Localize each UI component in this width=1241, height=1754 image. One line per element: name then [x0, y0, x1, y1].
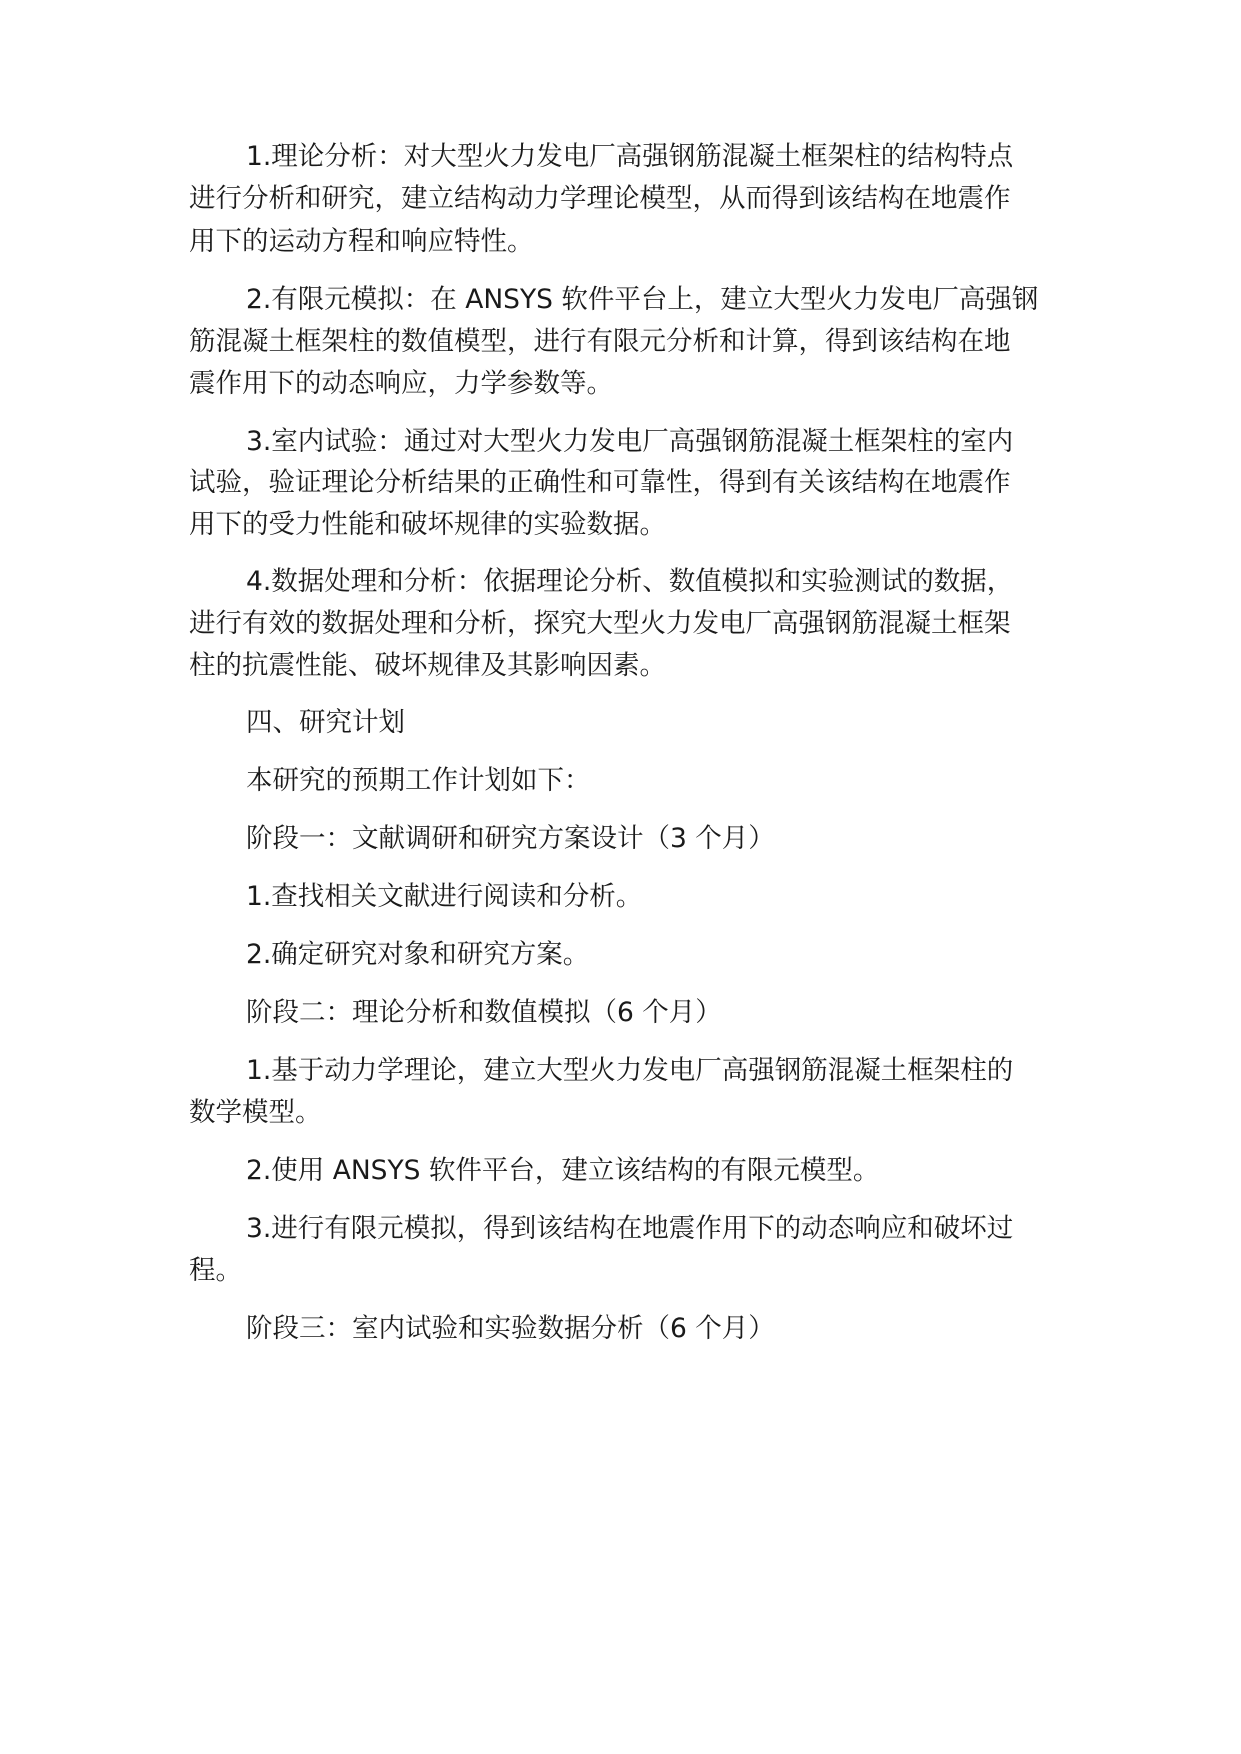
paragraph-lab-test-line-3: 用下的受力性能和破坏规律的实验数据。 — [189, 509, 666, 540]
stage-1-item-1: 1.查找相关文献进行阅读和分析。 — [246, 881, 643, 912]
paragraph-data-processing-line-1: 4.数据处理和分析：依据理论分析、数值模拟和实验测试的数据， — [246, 566, 1014, 597]
stage-2-item-3-line-1: 3.进行有限元模拟，得到该结构在地震作用下的动态响应和破坏过 — [246, 1213, 1014, 1244]
paragraph-lab-test-line-1: 3.室内试验：通过对大型火力发电厂高强钢筋混凝土框架柱的室内 — [246, 426, 1014, 457]
stage-2-item-1-line-2: 数学模型。 — [189, 1097, 322, 1128]
paragraph-fem-simulation-line-1: 2.有限元模拟：在 ANSYS 软件平台上，建立大型火力发电厂高强钢 — [246, 284, 1039, 315]
paragraph-theory-analysis-line-3: 用下的运动方程和响应特性。 — [189, 226, 534, 257]
paragraph-theory-analysis-line-1: 1.理论分析：对大型火力发电厂高强钢筋混凝土框架柱的结构特点 — [246, 141, 1014, 172]
stage-3-title: 阶段三：室内试验和实验数据分析（6 个月） — [246, 1313, 775, 1344]
plan-intro: 本研究的预期工作计划如下： — [246, 765, 591, 796]
stage-2-title: 阶段二：理论分析和数值模拟（6 个月） — [246, 997, 722, 1028]
paragraph-fem-simulation-line-2: 筋混凝土框架柱的数值模型，进行有限元分析和计算，得到该结构在地 — [189, 326, 1011, 357]
stage-2-item-3-line-2: 程。 — [189, 1255, 242, 1286]
paragraph-lab-test-line-2: 试验，验证理论分析结果的正确性和可靠性，得到有关该结构在地震作 — [189, 467, 1011, 498]
section-heading-research-plan: 四、研究计划 — [246, 707, 405, 738]
paragraph-fem-simulation-line-3: 震作用下的动态响应，力学参数等。 — [189, 368, 613, 399]
stage-1-title: 阶段一：文献调研和研究方案设计（3 个月） — [246, 823, 775, 854]
stage-2-item-2: 2.使用 ANSYS 软件平台，建立该结构的有限元模型。 — [246, 1155, 880, 1186]
paragraph-theory-analysis-line-2: 进行分析和研究，建立结构动力学理论模型，从而得到该结构在地震作 — [189, 183, 1011, 214]
paragraph-data-processing-line-2: 进行有效的数据处理和分析，探究大型火力发电厂高强钢筋混凝土框架 — [189, 608, 1011, 639]
stage-2-item-1-line-1: 1.基于动力学理论，建立大型火力发电厂高强钢筋混凝土框架柱的 — [246, 1055, 1014, 1086]
paragraph-data-processing-line-3: 柱的抗震性能、破坏规律及其影响因素。 — [189, 650, 666, 681]
stage-1-item-2: 2.确定研究对象和研究方案。 — [246, 939, 590, 970]
